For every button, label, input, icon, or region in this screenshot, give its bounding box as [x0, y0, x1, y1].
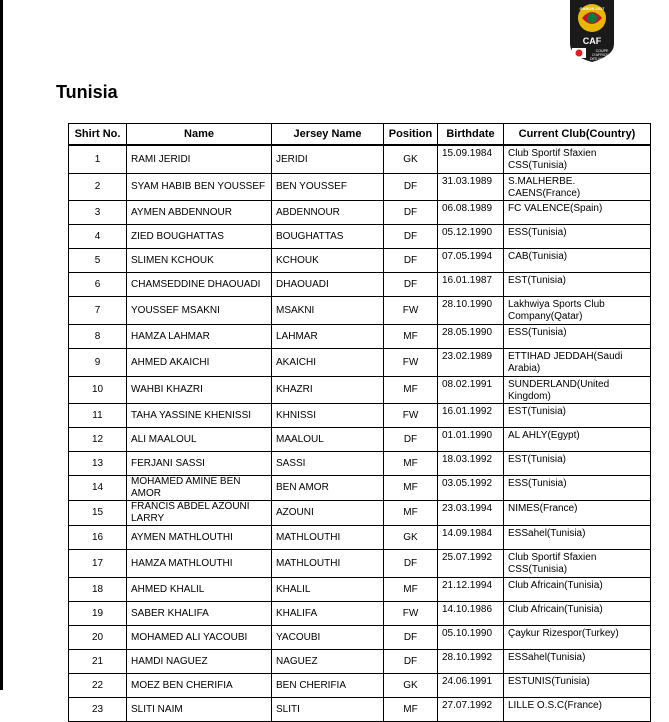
- table-row: [69, 225, 651, 249]
- current-club: Club Sportif Sfaxien CSS(Tunisia): [504, 145, 651, 174]
- squad-table: [68, 123, 651, 722]
- page-title: Tunisia: [56, 82, 118, 102]
- position: DF: [384, 249, 438, 273]
- header-birthdate: Birthdate: [438, 124, 504, 146]
- birthdate: 23.02.1989: [438, 349, 504, 377]
- player-name: AYMEN MATHLOUTHI: [127, 526, 272, 550]
- jersey-name: KHNISSI: [272, 404, 384, 428]
- table-row: [69, 428, 651, 452]
- shirt-number: 23: [69, 698, 127, 722]
- shirt-number: 2: [69, 174, 127, 201]
- jersey-name: KHAZRI: [272, 377, 384, 404]
- table-row: [69, 297, 651, 325]
- shirt-number: 12: [69, 428, 127, 452]
- logo-top-text: GABON 2017: [579, 6, 605, 11]
- player-name: WAHBI KHAZRI: [127, 377, 272, 404]
- position: MF: [384, 698, 438, 722]
- player-name: HAMZA MATHLOUTHI: [127, 550, 272, 578]
- shirt-number: 18: [69, 578, 127, 602]
- current-club: ESS(Tunisia): [504, 225, 651, 249]
- position: DF: [384, 273, 438, 297]
- jersey-name: LAHMAR: [272, 325, 384, 349]
- current-club: LILLE O.S.C(France): [504, 698, 651, 722]
- table-row: [69, 602, 651, 626]
- player-name: FERJANI SASSI: [127, 452, 272, 476]
- player-name: YOUSSEF MSAKNI: [127, 297, 272, 325]
- position: DF: [384, 428, 438, 452]
- jersey-name: MATHLOUTHI: [272, 550, 384, 578]
- birthdate: 07.05.1994: [438, 249, 504, 273]
- table-row: [69, 698, 651, 722]
- shirt-number: 8: [69, 325, 127, 349]
- table-row: [69, 526, 651, 550]
- player-name: MOHAMED ALI YACOUBI: [127, 626, 272, 650]
- jersey-name: BOUGHATTAS: [272, 225, 384, 249]
- shirt-number: 7: [69, 297, 127, 325]
- position: GK: [384, 526, 438, 550]
- table-row: [69, 476, 651, 501]
- squad-table-body: [69, 145, 651, 722]
- player-name: FRANCIS ABDEL AZOUNI LARRY: [127, 501, 272, 526]
- table-row: [69, 550, 651, 578]
- jersey-name: NAGUEZ: [272, 650, 384, 674]
- player-name: AHMED KHALIL: [127, 578, 272, 602]
- position: MF: [384, 578, 438, 602]
- shirt-number: 9: [69, 349, 127, 377]
- current-club: EST(Tunisia): [504, 273, 651, 297]
- table-row: [69, 404, 651, 428]
- table-row: [69, 145, 651, 174]
- position: MF: [384, 325, 438, 349]
- position: DF: [384, 550, 438, 578]
- current-club: S.MALHERBE. CAENS(France): [504, 174, 651, 201]
- jersey-name: KCHOUK: [272, 249, 384, 273]
- caf-gabon-2017-logo: [560, 0, 624, 76]
- table-row: [69, 174, 651, 201]
- header-name: Name: [127, 124, 272, 146]
- jersey-name: YACOUBI: [272, 626, 384, 650]
- birthdate: 16.01.1987: [438, 273, 504, 297]
- shirt-number: 15: [69, 501, 127, 526]
- jersey-name: SASSI: [272, 452, 384, 476]
- player-name: SLITI NAIM: [127, 698, 272, 722]
- player-name: MOHAMED AMINE BEN AMOR: [127, 476, 272, 501]
- header-current-club: Current Club(Country): [504, 124, 651, 146]
- logo-brand: CAF: [582, 36, 602, 46]
- jersey-name: AKAICHI: [272, 349, 384, 377]
- current-club: EST(Tunisia): [504, 404, 651, 428]
- shirt-number: 11: [69, 404, 127, 428]
- jersey-name: MAALOUL: [272, 428, 384, 452]
- birthdate: 23.03.1994: [438, 501, 504, 526]
- birthdate: 15.09.1984: [438, 145, 504, 174]
- position: DF: [384, 225, 438, 249]
- birthdate: 16.01.1992: [438, 404, 504, 428]
- current-club: ESTUNIS(Tunisia): [504, 674, 651, 698]
- player-name: SLIMEN KCHOUK: [127, 249, 272, 273]
- page-left-border: [0, 0, 3, 690]
- player-name: AHMED AKAICHI: [127, 349, 272, 377]
- current-club: Club Africain(Tunisia): [504, 602, 651, 626]
- position: GK: [384, 674, 438, 698]
- table-row: [69, 273, 651, 297]
- logo-sub2: D'AFRIQUE: [592, 53, 612, 57]
- birthdate: 21.12.1994: [438, 578, 504, 602]
- birthdate: 05.12.1990: [438, 225, 504, 249]
- shirt-number: 6: [69, 273, 127, 297]
- jersey-name: KHALIFA: [272, 602, 384, 626]
- player-name: ALI MAALOUL: [127, 428, 272, 452]
- position: MF: [384, 452, 438, 476]
- table-row: [69, 674, 651, 698]
- table-row: [69, 501, 651, 526]
- position: FW: [384, 297, 438, 325]
- jersey-name: SLITI: [272, 698, 384, 722]
- position: DF: [384, 174, 438, 201]
- birthdate: 18.03.1992: [438, 452, 504, 476]
- birthdate: 28.05.1990: [438, 325, 504, 349]
- current-club: ETTIHAD JEDDAH(Saudi Arabia): [504, 349, 651, 377]
- current-club: ESS(Tunisia): [504, 476, 651, 501]
- logo-sub3: DES NATIONS: [589, 57, 615, 61]
- position: DF: [384, 626, 438, 650]
- header-jersey-name: Jersey Name: [272, 124, 384, 146]
- player-name: ZIED BOUGHATTAS: [127, 225, 272, 249]
- table-row: [69, 325, 651, 349]
- position: MF: [384, 377, 438, 404]
- position: FW: [384, 602, 438, 626]
- jersey-name: ABDENNOUR: [272, 201, 384, 225]
- player-name: AYMEN ABDENNOUR: [127, 201, 272, 225]
- current-club: Club Sportif Sfaxien CSS(Tunisia): [504, 550, 651, 578]
- header-position: Position: [384, 124, 438, 146]
- current-club: SUNDERLAND(United Kingdom): [504, 377, 651, 404]
- jersey-name: BEN CHERIFIA: [272, 674, 384, 698]
- birthdate: 14.10.1986: [438, 602, 504, 626]
- shirt-number: 3: [69, 201, 127, 225]
- player-name: MOEZ BEN CHERIFIA: [127, 674, 272, 698]
- position: DF: [384, 201, 438, 225]
- position: GK: [384, 145, 438, 174]
- current-club: FC VALENCE(Spain): [504, 201, 651, 225]
- shirt-number: 16: [69, 526, 127, 550]
- current-club: ESS(Tunisia): [504, 325, 651, 349]
- shirt-number: 10: [69, 377, 127, 404]
- table-row: [69, 626, 651, 650]
- player-name: RAMI JERIDI: [127, 145, 272, 174]
- birthdate: 14.09.1984: [438, 526, 504, 550]
- shirt-number: 21: [69, 650, 127, 674]
- jersey-name: MSAKNI: [272, 297, 384, 325]
- shirt-number: 5: [69, 249, 127, 273]
- current-club: EST(Tunisia): [504, 452, 651, 476]
- shirt-number: 4: [69, 225, 127, 249]
- jersey-name: KHALIL: [272, 578, 384, 602]
- player-name: TAHA YASSINE KHENISSI: [127, 404, 272, 428]
- current-club: ESSahel(Tunisia): [504, 526, 651, 550]
- birthdate: 31.03.1989: [438, 174, 504, 201]
- birthdate: 28.10.1992: [438, 650, 504, 674]
- jersey-name: MATHLOUTHI: [272, 526, 384, 550]
- player-name: HAMDI NAGUEZ: [127, 650, 272, 674]
- birthdate: 28.10.1990: [438, 297, 504, 325]
- shirt-number: 19: [69, 602, 127, 626]
- table-header-row: [69, 124, 651, 146]
- table-row: [69, 377, 651, 404]
- position: FW: [384, 349, 438, 377]
- shirt-number: 14: [69, 476, 127, 501]
- player-name: SYAM HABIB BEN YOUSSEF: [127, 174, 272, 201]
- position: MF: [384, 476, 438, 501]
- current-club: ESSahel(Tunisia): [504, 650, 651, 674]
- shirt-number: 13: [69, 452, 127, 476]
- birthdate: 06.08.1989: [438, 201, 504, 225]
- jersey-name: BEN AMOR: [272, 476, 384, 501]
- player-name: CHAMSEDDINE DHAOUADI: [127, 273, 272, 297]
- birthdate: 08.02.1991: [438, 377, 504, 404]
- position: FW: [384, 404, 438, 428]
- jersey-name: AZOUNI: [272, 501, 384, 526]
- player-name: SABER KHALIFA: [127, 602, 272, 626]
- shirt-number: 1: [69, 145, 127, 174]
- shirt-number: 20: [69, 626, 127, 650]
- current-club: Lakhwiya Sports Club Company(Qatar): [504, 297, 651, 325]
- position: DF: [384, 650, 438, 674]
- jersey-name: BEN YOUSSEF: [272, 174, 384, 201]
- table-row: [69, 578, 651, 602]
- current-club: AL AHLY(Egypt): [504, 428, 651, 452]
- shirt-number: 17: [69, 550, 127, 578]
- logo-sub1: COUPE: [595, 49, 609, 53]
- table-row: [69, 201, 651, 225]
- current-club: Club Africain(Tunisia): [504, 578, 651, 602]
- shirt-number: 22: [69, 674, 127, 698]
- birthdate: 03.05.1992: [438, 476, 504, 501]
- current-club: Çaykur Rizespor(Turkey): [504, 626, 651, 650]
- jersey-name: DHAOUADI: [272, 273, 384, 297]
- current-club: NIMES(France): [504, 501, 651, 526]
- table-row: [69, 650, 651, 674]
- birthdate: 01.01.1990: [438, 428, 504, 452]
- jersey-name: JERIDI: [272, 145, 384, 174]
- table-row: [69, 452, 651, 476]
- table-row: [69, 349, 651, 377]
- birthdate: 05.10.1990: [438, 626, 504, 650]
- birthdate: 27.07.1992: [438, 698, 504, 722]
- birthdate: 24.06.1991: [438, 674, 504, 698]
- birthdate: 25.07.1992: [438, 550, 504, 578]
- player-name: HAMZA LAHMAR: [127, 325, 272, 349]
- position: MF: [384, 501, 438, 526]
- current-club: CAB(Tunisia): [504, 249, 651, 273]
- table-row: [69, 249, 651, 273]
- header-shirt-no: Shirt No.: [69, 124, 127, 146]
